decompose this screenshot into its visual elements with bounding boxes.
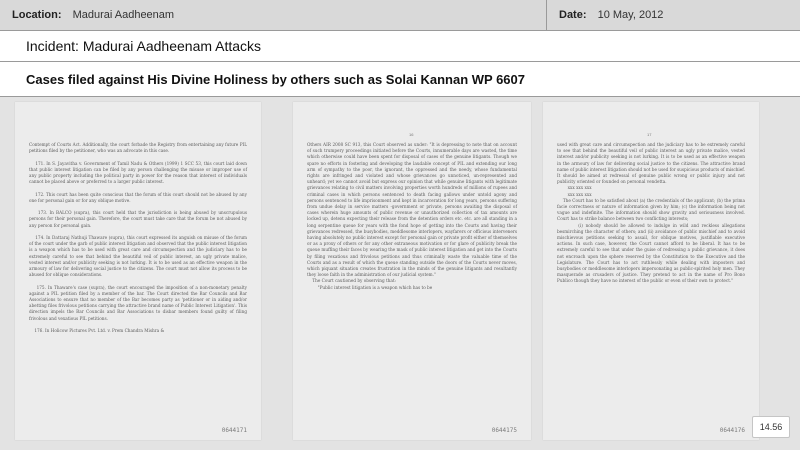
date-label: Date: <box>559 9 587 21</box>
page-body: used with great care and circumspection and the judiciary has to be extremely careful to see that behind the beautiful veil of public interest an ugly private malice, vested interest and/or publicity seeking is not lurking. It is to be used as an effective weapon in the armoury of law for delivering social justice to the citizens. The attractive brand name of public interest litigation should not be used for suspicious products of mischief. It should be aimed at redressal of genuine public wrong or public injury and not publicity oriented or founded on personal vendetta. xxx xxx xxx xxx xxx xxx The Court has to be satisfied about (a) the credentials of the applicant; (b) the prima facie correctness or nature of information given by him; (c) the information being not vague and indefinite. The information should show gravity and seriousness involved. Court has to strike balance between two conflicting interests; (i) nobody should be allowed to indulge in wild and reckless allegations besmirching the character of others; and (ii) avoidance of public mischief and to avoid mischievous petitions seeking to assail, for oblique motives, justifiable executive actions. In such case, however, the Court cannot afford to be liberal. It has to be extremely careful to see that under the guise of redressing a public grievance, it does not encroach upon the sphere reserved by the Constitution to the Executive and the Legislature. The Court has to act ruthlessly while dealing with imposters and busybodies or meddlesome interlopers impersonating as public-spirited holy men. They masquerade as crusaders of justice. They pretend to act in the name of Pro Bono Publico though they have no interest of the public or even of their own to protect." <box>557 142 745 284</box>
location-label: Location: <box>12 9 62 21</box>
slide-number-badge: 14.56 <box>752 416 790 438</box>
cases-title: Cases filed against His Divine Holiness by others such as Solai Kannan WP 6607 <box>26 72 525 87</box>
header-bar <box>0 0 800 31</box>
cases-row <box>0 62 800 97</box>
page-body: Others AIR 2008 SC 913, this Court observed as under: "It is depressing to note that on account of such trumpery proceedings initiated before the Courts, innumerable days are wasted, the time which otherwise could have been spent for disposal of cases of the genuine litigants. Though we spare no efforts in fostering and developing the laudable concept of PIL and extending our long arm of sympathy to the poor, the ignorant, the oppressed and the needy, whose fundamental rights are infringed and violated and whose grievances go unnoticed, un-represented and unheard; yet we cannot avoid but express our opinion that while genuine litigants with legitimate grievances relating to civil matters involving properties worth hundreds of millions of rupees and criminal cases in which persons sentenced to death facing gallows under untold agony and persons sentenced to life imprisonment and kept in incarceration for long years, persons suffering from undue delay in service matters -government or private, persons awaiting the disposal of cases wherein huge amounts of public revenue or unauthorized collection of tax amounts are locked up, detenu expecting their release from the detention orders etc. etc. are all standing in a long serpentine queue for years with the fond hope of getting into the Courts and having their grievances redressed, the busybodies, meddlesome interlopers, wayfarers or officious interveners having absolutely no public interest except for personal gain or private profit either of themselves or as a proxy of others or for any other extraneous motivation or for glare of publicity break the queue muffing their faces by wearing the mask of public interest litigation and get into the Courts by filing vexatious and frivolous petitions and thus criminally waste the valuable time of the Courts and as a result of which the queue standing outside the doors of the Courts never moves, which piquant situation creates frustration in the minds of the genuine litigants and resultantly they loose faith in the administration of our judicial system." The Court cautioned by observing that: "Public interest litigation is a weapon which has to be <box>307 142 517 290</box>
date-value: 10 May, 2012 <box>597 9 664 21</box>
document-page-3 <box>543 102 759 440</box>
page-stamp: 0644176 <box>719 427 745 434</box>
date-cell <box>547 0 800 30</box>
incident-row <box>0 31 800 62</box>
page-number: 17 <box>647 132 652 137</box>
incident-title: Incident: Madurai Aadheenam Attacks <box>26 38 262 54</box>
page-stamp: 0644171 <box>221 427 247 434</box>
page-stamp: 0644175 <box>491 427 517 434</box>
location-value: Madurai Aadheenam <box>72 9 175 21</box>
location-cell <box>0 0 547 30</box>
document-page-2 <box>293 102 531 440</box>
document-page-1 <box>15 102 261 440</box>
page-body: Contempt of Courts Act. Additionally, the court forbade the Registry from entertaining any future PIL petitions filed by the petitioner, who was an advocate in this case. 171. In S. Jayavitha v. Government of Tamil Nadu & Others (1999) 1 SCC 53, this court laid down that public interest litigation can be filed by any person challenging the misuse or improper use of any public property including the political party in power for the reason that interest of individuals cannot be placed above or preferred to a larger public interest. 172. This court has been quite conscious that the forum of this court should not be abused by any one for personal gain or for any oblique motive. 173. In BALCO (supra), this court held that the jurisdiction is being abused by unscrupulous persons for their personal gain. Therefore, the court must take care that the forum be not abused by any person for personal gain. 174. In Dattaraj Nathuji Thaware (supra), this court expressed its anguish on misuse of the forum of the court under the garb of public interest litigation and observed that the public interest litigation is a weapon which has to be used with great care and circumspection and the judiciary has to be extremely careful to see that behind the beautiful veil of public interest, an ugly private malice, vested interest and/or publicity seeking is not lurking. It is to be used as an effective weapon in the armoury of law for delivering social justice to the citizens. The court must not allow its process to be abused for oblique considerations. 175. In Thaware's case (supra), the court encouraged the imposition of a non-monetary penalty against a PIL petition filed by a member of the bar. The Court directed the Bar Councils and Bar Associations to ensure that no member of the Bar becomes party as 'petitioner or in aiding and/or abetting files frivolous petitions carrying the attractive brand name of Public Interest Litigation'. This direction impels the Bar Councils and Bar Associations to disbar members found guilty of filing frivolous and vexatious PIL petitions. 176. In Holicow Pictures Pvt. Ltd. v. Prem Chandra Mishra & <box>29 142 247 334</box>
page-number: 16 <box>409 132 414 137</box>
